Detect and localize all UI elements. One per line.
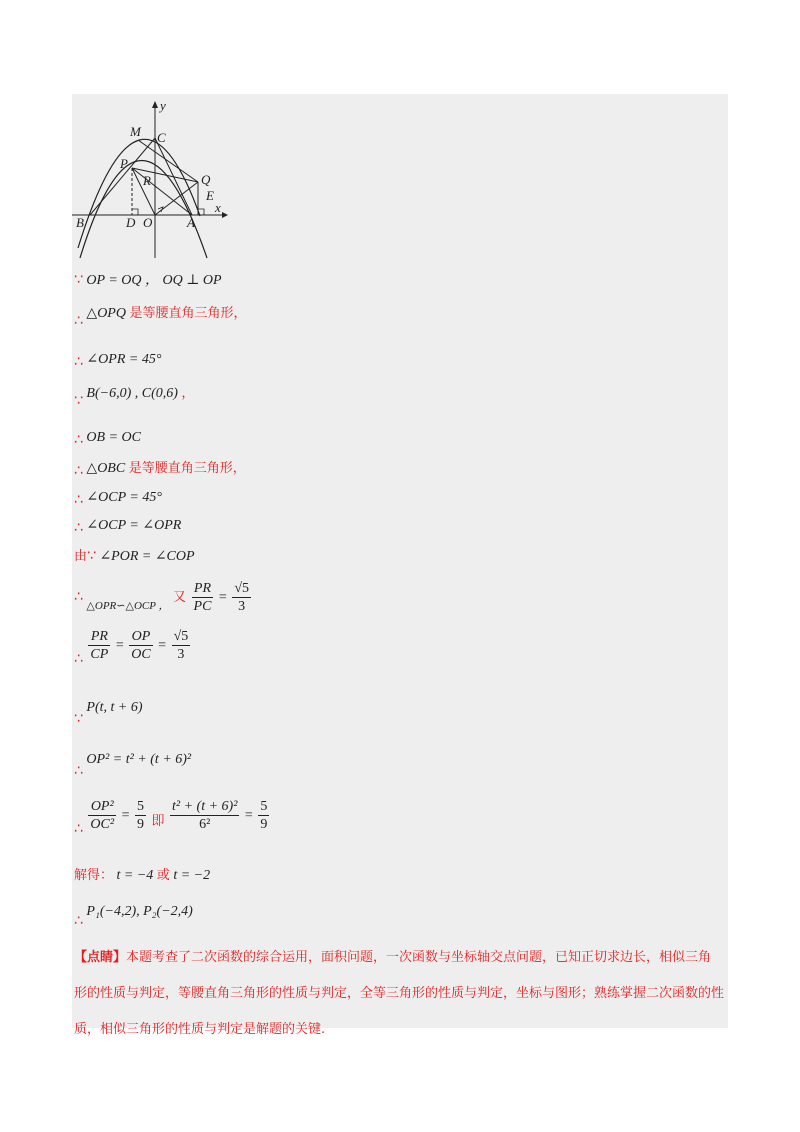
fraction: $\frac{\text{t² + (t + 6)²}}{\text{6²}}$ [172,799,238,833]
label-a: A [187,215,195,230]
parabola-figure [70,98,230,263]
fraction: $\frac{PR}{PC}$ [193,581,212,615]
label-b: B [76,215,84,230]
label-d: D [126,215,136,230]
label-e: E [206,188,214,203]
fraction: $\frac{√5}{3}$ [234,581,249,615]
step-line: ∴ △OPQ 是等腰直角三角形， [74,306,247,329]
label-y: y [160,98,166,113]
step-line: ∵ OP = OQ ， OQ ⊥ OP [74,272,222,288]
step-line: 解得： t = −4 或 t = −2 [74,868,211,883]
fraction: $\frac{OP}{OC}$ [131,629,151,663]
step-line: ∴ P₁(−4,2), P₂(−2,4) [74,904,193,929]
step-line: ∴ ∠OCP = 45° [74,490,162,508]
fraction: $\frac{5}{9}$ [136,799,144,833]
step-line: ∴ $\frac{\text{OP²}}{\text{OC²}}$ = $\frac{5}{9}$ 即 $\frac{\text{t² + (t + 6)²}}{\text{6²}}$ = $\frac{5}{9}$ [74,799,268,837]
step-line: ∴ $\frac{PR}{CP}$ = $\frac{OP}{OC}$ = $\frac{√5}{3}$ [74,629,189,667]
note-body: 本题考查了二次函数的综合运用，面积问题，一次函数与坐标轴交点问题，已知正切求边长，相似三角形的性质与判定，等腰直角三角形的性质与判定，全等三角形的性质与判定，坐标与图形；熟练掌握二次函数的性质，相似三角形的性质与判定是解题的关键. [74,950,725,1037]
label-q: Q [201,172,211,187]
label-m: M [130,124,141,139]
note-tag: 【点睛】 [74,950,127,965]
label-o: O [143,215,153,230]
step-line: ∴ OP² = t² + (t + 6)² [74,752,192,779]
fraction: $\frac{PR}{CP}$ [90,629,109,663]
step-line: ∵ B(−6,0) , C(0,6) ， [74,386,195,409]
fraction: $\frac{5}{9}$ [260,799,268,833]
label-c: C [157,130,166,145]
step-line: ∵ P(t, t + 6) [74,700,143,727]
fraction: $\frac{√5}{3}$ [173,629,189,663]
fraction: $\frac{\text{OP²}}{\text{OC²}}$ [90,799,115,833]
step-line: ∴ ∠OCP = ∠OPR [74,518,182,536]
step-line: ∴ $_{\triangle OPR∽\triangle OCP ,}$ 又 $\frac{PR}{PC}$ = $\frac{√5}{3}$ [74,581,249,615]
label-x: x [215,200,221,215]
step-line: ∴ OB = OC [74,430,141,448]
step-line: 由∵ ∠POR = ∠COP [74,548,195,564]
label-p: P [120,156,128,171]
step-line: ∴ ∠OPR = 45° [74,352,162,370]
label-r: R [143,173,151,188]
step-line: ∴ △OBC 是等腰直角三角形， [74,461,246,479]
key-point-note [74,940,724,1048]
